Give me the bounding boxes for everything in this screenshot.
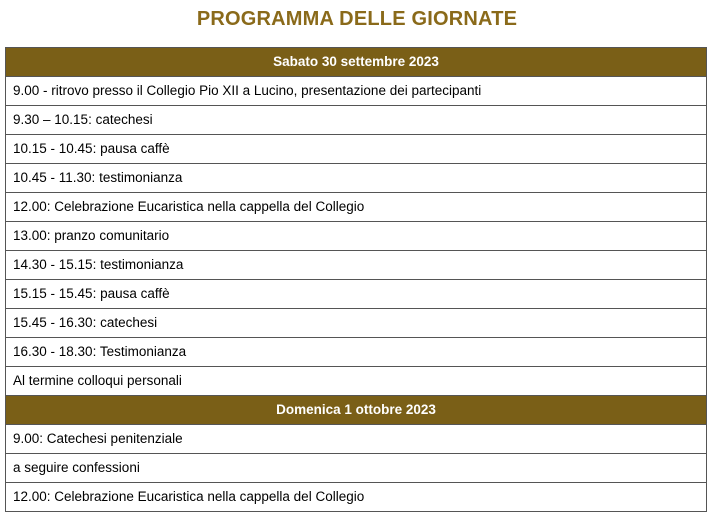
schedule-item: 12.00: Celebrazione Eucaristica nella cappella del Collegio — [6, 193, 707, 222]
table-row — [6, 193, 707, 222]
table-row — [6, 251, 707, 280]
page-title: PROGRAMMA DELLE GIORNATE — [196, 8, 518, 30]
schedule-item: 12.00: Celebrazione Eucaristica nella cappella del Collegio — [6, 483, 707, 512]
table-row — [6, 135, 707, 164]
table-row — [6, 164, 707, 193]
table-row — [6, 106, 707, 135]
schedule-item: a seguire confessioni — [6, 454, 707, 483]
day-header-saturday — [6, 48, 707, 77]
schedule-item: 16.30 - 18.30: Testimonianza — [6, 338, 707, 367]
schedule-item: 13.00: pranzo comunitario — [6, 222, 707, 251]
table-row — [6, 280, 707, 309]
table-row — [6, 222, 707, 251]
schedule-item: 10.45 - 11.30: testimonianza — [6, 164, 707, 193]
schedule-item: 10.15 - 10.45: pausa caffè — [6, 135, 707, 164]
schedule-table — [5, 47, 707, 512]
schedule-item: Al termine colloqui personali — [6, 367, 707, 396]
table-row — [6, 483, 707, 512]
schedule-item: 9.00: Catechesi penitenziale — [6, 425, 707, 454]
schedule-item: 9.00 - ritrovo presso il Collegio Pio XII a Lucino, presentazione dei partecipanti — [6, 77, 707, 106]
table-row — [6, 77, 707, 106]
day-heading: Sabato 30 settembre 2023 — [6, 48, 707, 77]
schedule-item: 15.45 - 16.30: catechesi — [6, 309, 707, 338]
day-header-sunday — [6, 396, 707, 425]
day-heading: Domenica 1 ottobre 2023 — [6, 396, 707, 425]
table-row — [6, 367, 707, 396]
table-row — [6, 309, 707, 338]
table-row — [6, 454, 707, 483]
table-row — [6, 338, 707, 367]
schedule-item: 14.30 - 15.15: testimonianza — [6, 251, 707, 280]
table-row — [6, 425, 707, 454]
schedule-item: 9.30 – 10.15: catechesi — [6, 106, 707, 135]
schedule-item: 15.15 - 15.45: pausa caffè — [6, 280, 707, 309]
